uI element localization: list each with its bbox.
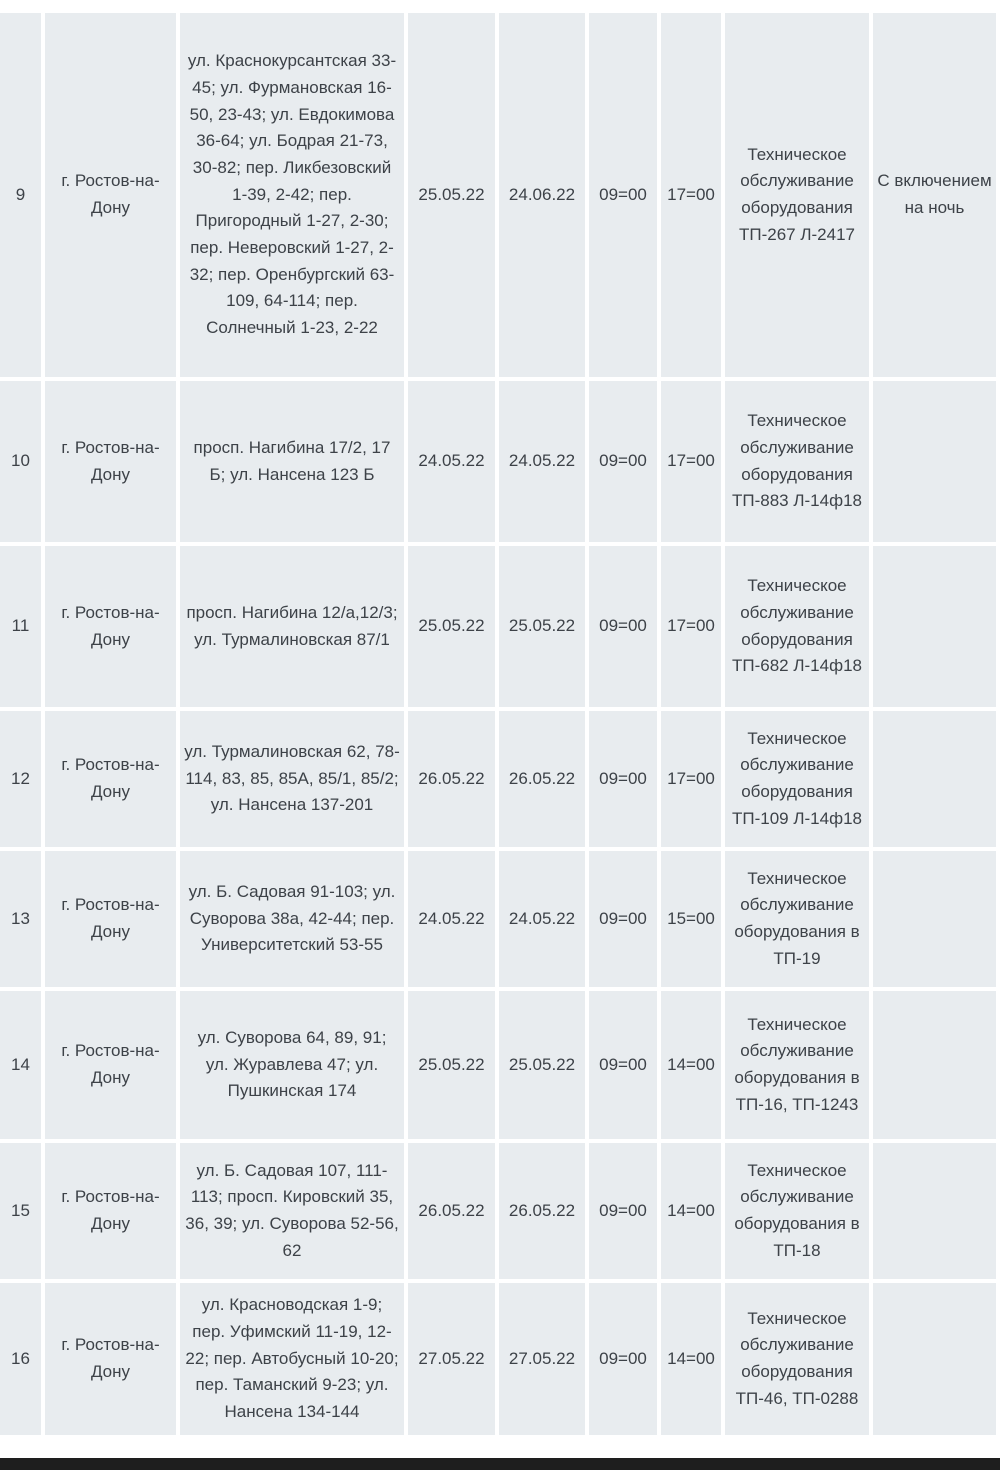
table-row [0,1143,996,1279]
start-date-cell: 26.05.22 [408,1143,495,1279]
start-date-cell: 25.05.22 [408,991,495,1139]
end-time-cell: 15=00 [661,851,721,987]
end-time-cell: 17=00 [661,381,721,542]
reason-cell: Техническое обслуживание оборудования в ТП-18 [725,1143,869,1279]
reason-cell: Техническое обслуживание оборудования ТП-682 Л-14ф18 [725,546,869,707]
addresses-cell: ул. Суворова 64, 89, 91; ул. Журавлева 47; ул. Пушкинская 174 [180,991,404,1139]
addresses-cell: ул. Б. Садовая 107, 111-113; просп. Кировский 35, 36, 39; ул. Суворова 52-56, 62 [180,1143,404,1279]
start-time-cell: 09=00 [589,1143,657,1279]
row-number: 12 [0,711,41,847]
city-cell: г. Ростов-на-Дону [45,851,176,987]
end-date-cell: 26.05.22 [499,1143,585,1279]
start-date-cell: 25.05.22 [408,546,495,707]
city-cell: г. Ростов-на-Дону [45,13,176,377]
city-cell: г. Ростов-на-Дону [45,381,176,542]
table-row [0,991,996,1139]
table-row [0,851,996,987]
row-number: 13 [0,851,41,987]
end-date-cell: 25.05.22 [499,991,585,1139]
table-row [0,13,996,377]
note-cell [873,851,996,987]
end-date-cell: 27.05.22 [499,1283,585,1435]
city-cell: г. Ростов-на-Дону [45,991,176,1139]
start-date-cell: 26.05.22 [408,711,495,847]
table-row [0,546,996,707]
note-cell [873,546,996,707]
table-body [0,13,996,1435]
start-time-cell: 09=00 [589,711,657,847]
start-time-cell: 09=00 [589,546,657,707]
reason-cell: Техническое обслуживание оборудования в ТП-19 [725,851,869,987]
start-date-cell: 25.05.22 [408,13,495,377]
note-cell [873,1283,996,1435]
addresses-cell: просп. Нагибина 17/2, 17 Б; ул. Нансена 123 Б [180,381,404,542]
start-time-cell: 09=00 [589,991,657,1139]
addresses-cell: ул. Турмалиновская 62, 78-114, 83, 85, 85А, 85/1, 85/2; ул. Нансена 137-201 [180,711,404,847]
start-time-cell: 09=00 [589,381,657,542]
outage-schedule-table [0,9,1000,1439]
end-date-cell: 24.05.22 [499,851,585,987]
start-time-cell: 09=00 [589,851,657,987]
city-cell: г. Ростов-на-Дону [45,546,176,707]
reason-cell: Техническое обслуживание оборудования ТП-109 Л-14ф18 [725,711,869,847]
bottom-bar [0,1458,1000,1470]
table-row [0,1283,996,1435]
row-number: 9 [0,13,41,377]
note-cell [873,991,996,1139]
reason-cell: Техническое обслуживание оборудования в ТП-16, ТП-1243 [725,991,869,1139]
end-date-cell: 24.05.22 [499,381,585,542]
note-cell [873,711,996,847]
row-number: 10 [0,381,41,542]
city-cell: г. Ростов-на-Дону [45,1283,176,1435]
reason-cell: Техническое обслуживание оборудования ТП-46, ТП-0288 [725,1283,869,1435]
addresses-cell: ул. Краснокурсантская 33-45; ул. Фурмановская 16-50, 23-43; ул. Евдокимова 36-64; ул. Бодрая 21-73, 30-82; пер. Ликбезовский 1-39, 2-42; пер. Пригородный 1-27, 2-30; пер. Неверовский 1-27, 2-32; пер. Оренбургский 63-109, 64-114; пер. Солнечный 1-23, 2-22 [180,13,404,377]
end-date-cell: 26.05.22 [499,711,585,847]
table-row [0,381,996,542]
end-date-cell: 24.06.22 [499,13,585,377]
start-date-cell: 27.05.22 [408,1283,495,1435]
row-number: 15 [0,1143,41,1279]
table-row [0,711,996,847]
row-number: 16 [0,1283,41,1435]
top-strip [0,0,1000,9]
addresses-cell: просп. Нагибина 12/а,12/3; ул. Турмалиновская 87/1 [180,546,404,707]
note-cell [873,381,996,542]
note-cell [873,1143,996,1279]
addresses-cell: ул. Красноводская 1-9; пер. Уфимский 11-19, 12-22; пер. Автобусный 10-20; пер. Таманский 9-23; ул. Нансена 134-144 [180,1283,404,1435]
city-cell: г. Ростов-на-Дону [45,1143,176,1279]
addresses-cell: ул. Б. Садовая 91-103; ул. Суворова 38а, 42-44; пер. Университетский 53-55 [180,851,404,987]
row-number: 14 [0,991,41,1139]
end-time-cell: 14=00 [661,991,721,1139]
end-time-cell: 17=00 [661,711,721,847]
start-date-cell: 24.05.22 [408,851,495,987]
note-cell: С включением на ночь [873,13,996,377]
end-time-cell: 14=00 [661,1143,721,1279]
row-number: 11 [0,546,41,707]
reason-cell: Техническое обслуживание оборудования ТП-267 Л-2417 [725,13,869,377]
end-time-cell: 14=00 [661,1283,721,1435]
start-time-cell: 09=00 [589,13,657,377]
start-time-cell: 09=00 [589,1283,657,1435]
end-time-cell: 17=00 [661,13,721,377]
city-cell: г. Ростов-на-Дону [45,711,176,847]
end-time-cell: 17=00 [661,546,721,707]
end-date-cell: 25.05.22 [499,546,585,707]
reason-cell: Техническое обслуживание оборудования ТП-883 Л-14ф18 [725,381,869,542]
start-date-cell: 24.05.22 [408,381,495,542]
